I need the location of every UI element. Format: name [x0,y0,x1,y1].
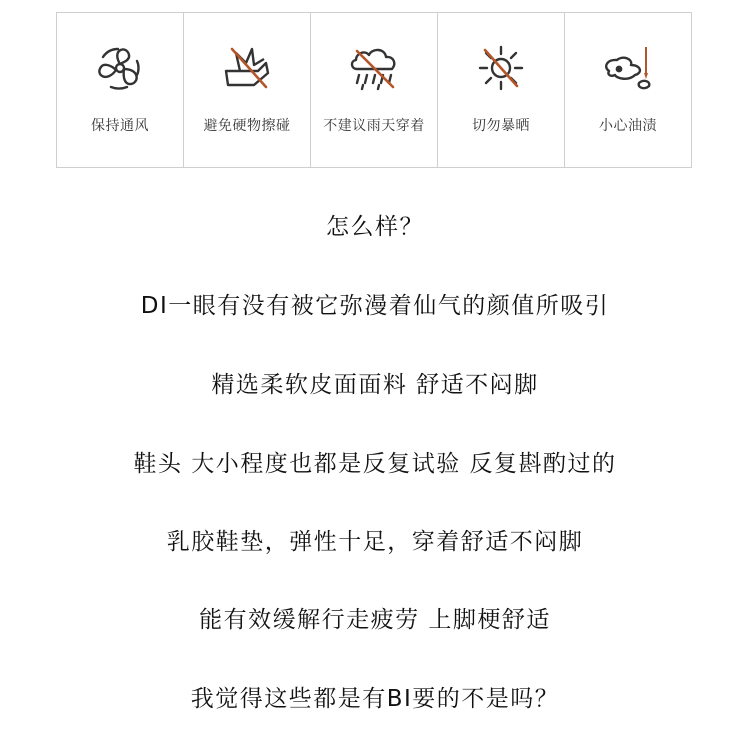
oil-stain-caution-icon [599,43,657,93]
care-label: 不建议雨天穿着 [323,118,425,134]
description-line: DI一眼有没有被它弥漫着仙气的颜值所吸引 [140,293,610,319]
care-label: 小心油渍 [599,118,657,134]
closing-question-line: 我觉得这些都是有BI要的不是吗？ [190,686,560,712]
description-line: 鞋头 大小程度也都是反复试验 反复斟酌过的 [133,451,617,477]
care-item-ventilation [57,13,184,167]
no-hard-object-collision-icon [218,43,276,93]
care-label: 保持通风 [91,118,149,134]
no-rain-icon [345,43,403,93]
description-line: 精选柔软皮面面料 舒适不闷脚 [211,372,539,398]
care-label: 切勿暴晒 [472,118,530,134]
care-item-no-collision [184,13,311,167]
fan-ventilation-icon [91,43,149,93]
care-instructions-strip [56,12,692,168]
care-label: 避免硬物擦碰 [203,118,291,134]
no-sun-exposure-icon [472,43,530,93]
description-line: 能有效缓解行走疲劳 上脚梗舒适 [199,607,551,633]
question-line: 怎么样？ [326,214,424,240]
care-item-no-rain [311,13,438,167]
care-item-no-sun [438,13,565,167]
description-line: 乳胶鞋垫，弹性十足，穿着舒适不闷脚 [166,529,584,555]
care-item-oil-caution [565,13,691,167]
